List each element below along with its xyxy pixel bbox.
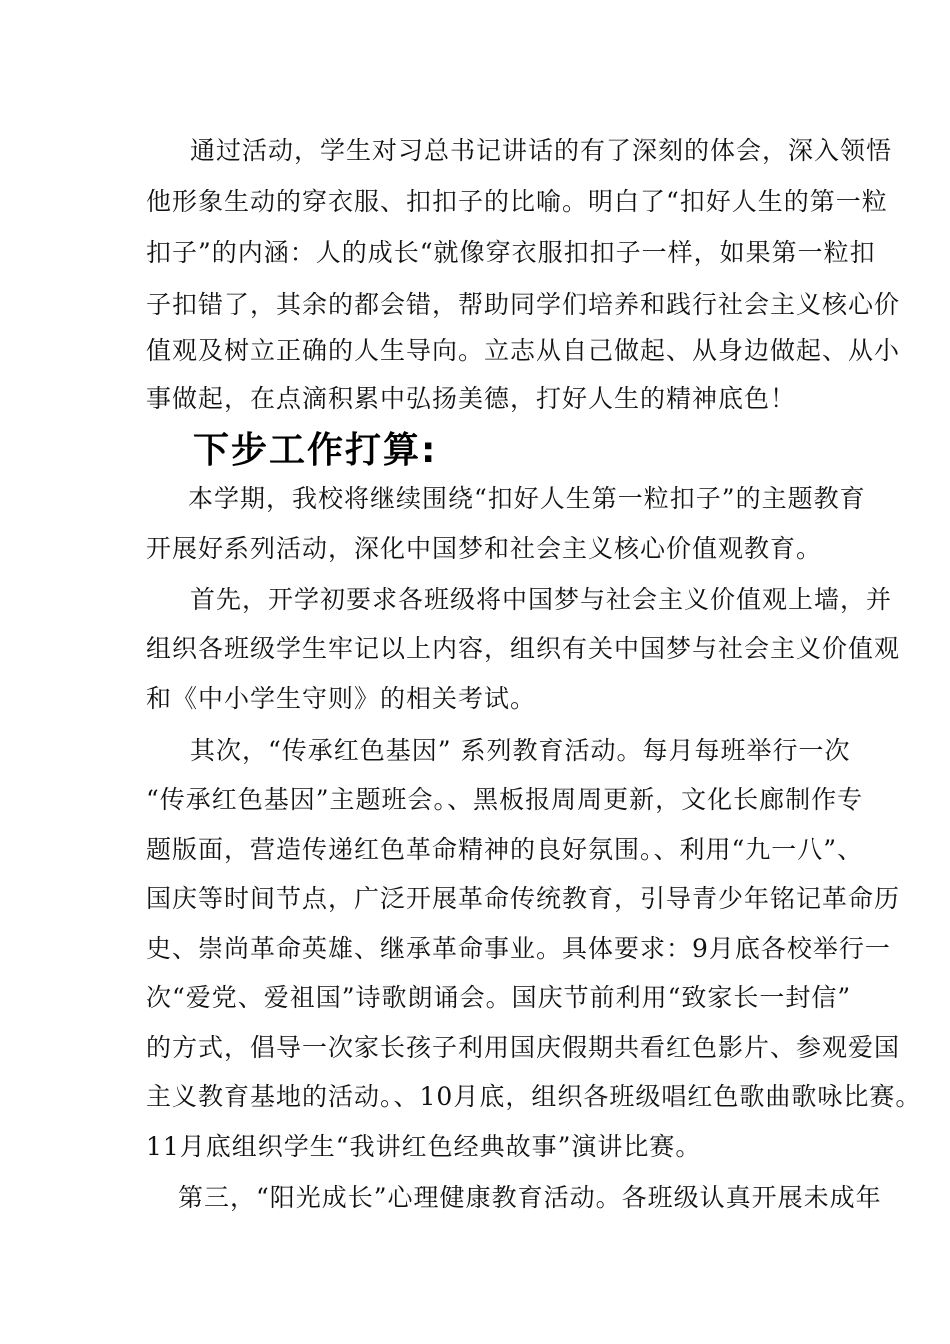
paragraph-1-line-5: 值观及树立正确的人生导向。立志从自己做起、从身边做起、从小	[146, 336, 901, 365]
paragraph-4-line-2: “传承红色基因”主题班会。、黑板报周周更新，文化长廊制作专	[146, 785, 864, 814]
paragraph-4-line-9: 11月底组织学生“我讲红色经典故事”演讲比赛。	[146, 1132, 702, 1161]
section-heading: 下步工作打算:	[193, 430, 438, 471]
paragraph-4-line-4: 国庆等时间节点，广泛开展革命传统教育，引导青少年铭记革命历	[146, 884, 901, 913]
paragraph-2-line-2: 开展好系列活动，深化中国梦和社会主义核心价值观教育。	[146, 534, 823, 563]
paragraph-1-line-1: 通过活动，学生对习总书记讲话的有了深刻的体会，深入领悟	[190, 136, 893, 165]
paragraph-1-line-3: 扣子”的内涵：人的成长“就像穿衣服扣扣子一样，如果第一粒扣	[146, 238, 876, 267]
paragraph-4-line-7: 的方式，倡导一次家长孩子利用国庆假期共看红色影片、参观爱国	[146, 1033, 901, 1062]
paragraph-4-line-5: 史、崇尚革命英雄、继承革命事业。具体要求：9月底各校举行一	[146, 934, 891, 963]
paragraph-1-line-4: 子扣错了，其余的都会错，帮助同学们培养和践行社会主义核心价	[146, 290, 901, 319]
paragraph-3-line-1: 首先，开学初要求各班级将中国梦与社会主义价值观上墙，并	[190, 585, 893, 614]
paragraph-2-line-1: 本学期，我校将继续围绕“扣好人生第一粒扣子”的主题教育	[188, 484, 866, 513]
paragraph-1-line-2: 他形象生动的穿衣服、扣扣子的比喻。明白了“扣好人生的第一粒	[146, 187, 888, 216]
paragraph-1-line-6: 事做起，在点滴积累中弘扬美德，打好人生的精神底色！	[146, 384, 797, 413]
paragraph-4-line-3: 题版面，营造传递红色革命精神的良好氛围。、利用“九一八”、	[146, 835, 864, 864]
paragraph-5-line-1: 第三，“阳光成长”心理健康教育活动。各班级认真开展未成年	[178, 1183, 882, 1212]
paragraph-4-line-1: 其次，“传承红色基因” 系列教育活动。每月每班举行一次	[190, 736, 851, 765]
paragraph-3-line-3: 和《中小学生守则》的相关考试。	[146, 684, 537, 713]
paragraph-4-line-8: 主义教育基地的活动。、10月底，组织各班级唱红色歌曲歌咏比赛。	[146, 1082, 922, 1111]
paragraph-4-line-6: 次“爱党、爱祖国”诗歌朗诵会。国庆节前利用“致家长一封信”	[146, 983, 852, 1012]
paragraph-3-line-2: 组织各班级学生牢记以上内容，组织有关中国梦与社会主义价值观	[146, 634, 901, 663]
